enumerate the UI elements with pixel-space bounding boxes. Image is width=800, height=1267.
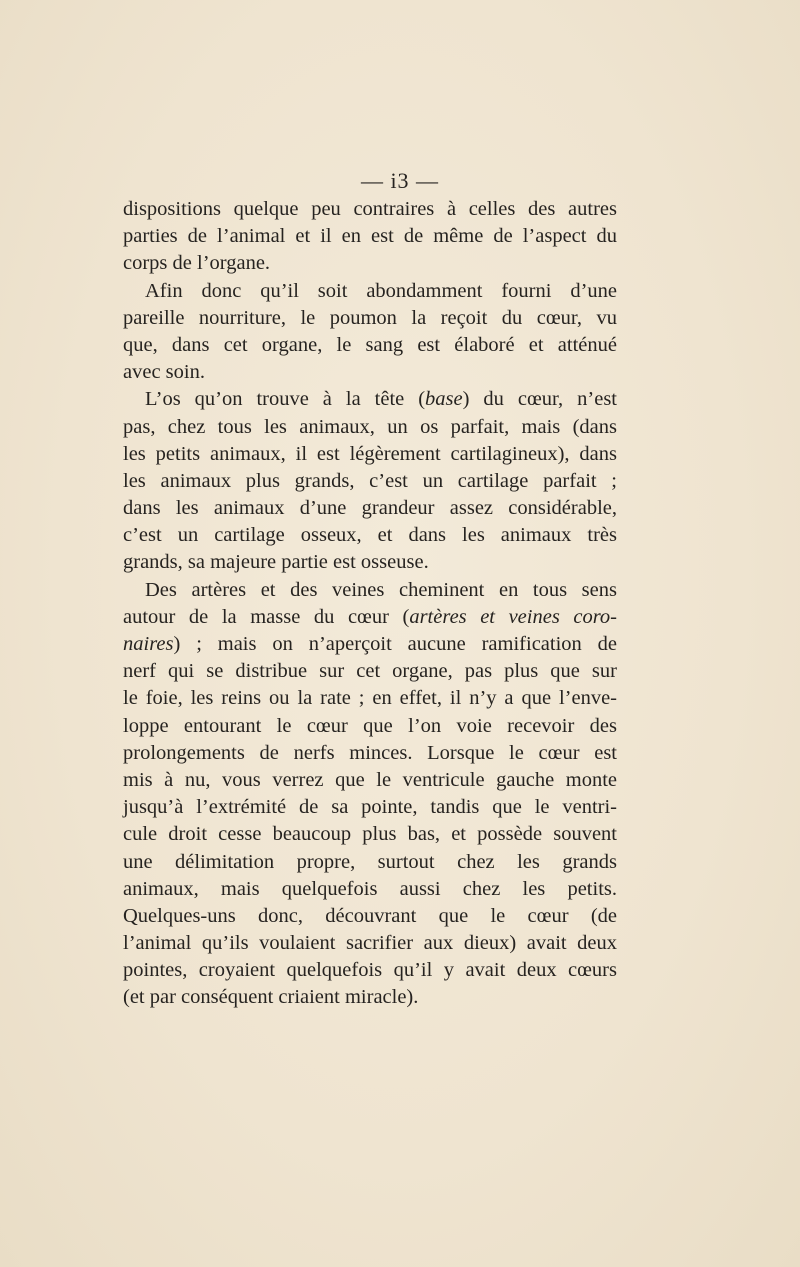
text-line: les petits animaux, il est légèrement cartilagineux), dans — [123, 442, 617, 465]
text-segment: L’os qu’on trouve à la tête ( — [145, 388, 426, 411]
italic-term: artères et veines coro- — [409, 605, 617, 628]
text-line: nerf qui se distribue sur cet organe, pas plus que sur — [123, 660, 617, 683]
text-line: que, dans cet organe, le sang est élaboré et atténué — [123, 333, 617, 356]
text-line: dispositions quelque peu contraires à celles des autres — [123, 198, 617, 220]
text-line — [123, 631, 617, 658]
text-segment: autour de la masse du cœur ( — [123, 605, 410, 628]
text-line: corps de l’organe. — [123, 252, 271, 275]
text-line: les animaux plus grands, c’est un cartilage parfait ; — [123, 469, 617, 492]
text-line — [123, 386, 617, 413]
text-line: loppe entourant le cœur que l’on voie recevoir des — [123, 714, 617, 737]
text-line: mis à nu, vous verrez que le ventricule gauche monte — [123, 768, 617, 791]
text-line: grands, sa majeure partie est osseuse. — [123, 551, 429, 574]
text-line: le foie, les reins ou la rate ; en effet, il n’y a que l’enve- — [123, 687, 617, 710]
text-segment: ) du cœur, n’est — [462, 388, 618, 411]
text-line: pas, chez tous les animaux, un os parfait, mais (dans — [123, 415, 617, 438]
text-line: pointes, croyaient quelquefois qu’il y avait deux cœurs — [123, 959, 617, 982]
text-line: Des artères et des veines cheminent en tous sens — [145, 578, 617, 601]
text-line: animaux, mais quelquefois aussi chez les petits. — [123, 877, 617, 900]
text-line: Afin donc qu’il soit abondamment fourni d’une — [145, 279, 617, 302]
text-line: (et par conséquent criaient miracle). — [123, 986, 419, 1009]
italic-term: base — [425, 388, 463, 411]
text-line: Quelques-uns donc, découvrant que le cœur (de — [123, 904, 617, 927]
page-number: — i3 — — [360, 168, 440, 193]
text-line: c’est un cartilage osseux, et dans les animaux très — [123, 524, 617, 547]
text-line: une délimitation propre, surtout chez les grands — [123, 850, 617, 873]
text-segment: ) ; mais on n’aperçoit aucune ramification de — [173, 633, 617, 655]
text-line: l’animal qu’ils voulaient sacrifier aux dieux) avait deux — [123, 932, 617, 955]
text-line: avec soin. — [123, 361, 205, 384]
body-text — [123, 196, 617, 1012]
text-line: jusqu’à l’extrémité de sa pointe, tandis que le ventri- — [123, 796, 617, 819]
text-line: dans les animaux d’une grandeur assez considérable, — [123, 497, 617, 520]
text-line: prolongements de nerfs minces. Lorsque le cœur est — [123, 741, 617, 764]
text-line: cule droit cesse beaucoup plus bas, et possède souvent — [123, 823, 617, 846]
text-line — [123, 604, 617, 631]
italic-term: naires — [123, 633, 174, 655]
text-line: pareille nourriture, le poumon la reçoit du cœur, vu — [123, 306, 617, 329]
text-line: parties de l’animal et il en est de même de l’aspect du — [123, 225, 617, 248]
